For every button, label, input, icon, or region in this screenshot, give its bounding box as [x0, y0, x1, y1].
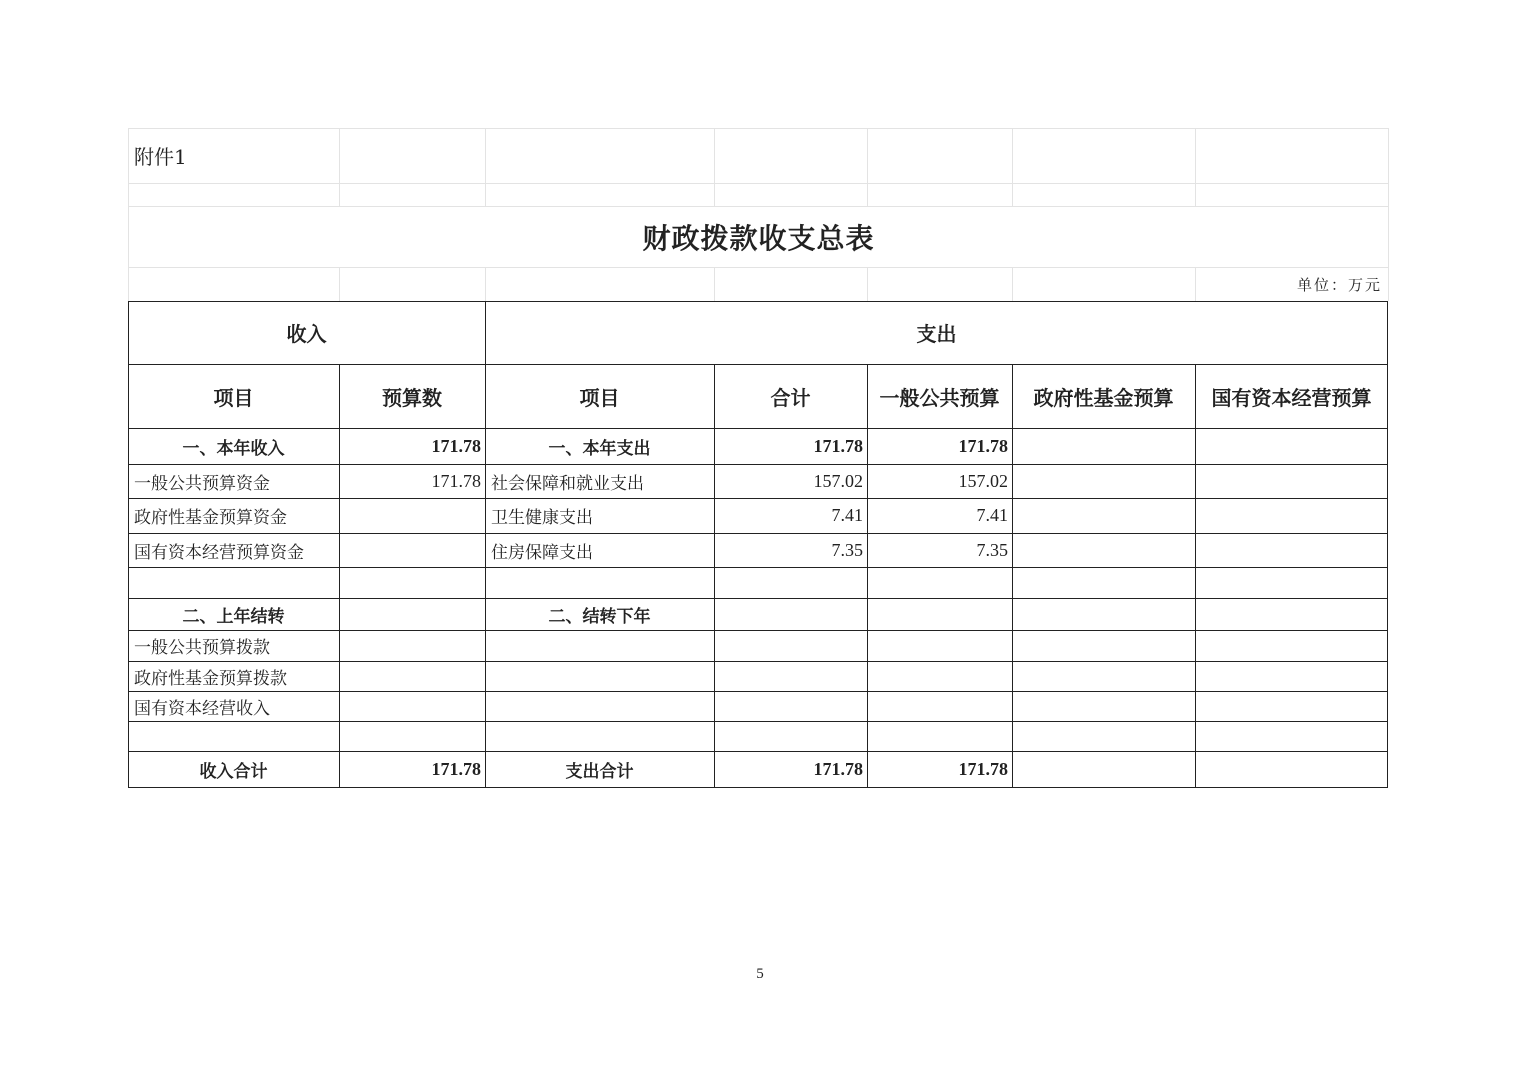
page-title: 财政拨款收支总表	[642, 221, 875, 255]
total-value: 157.02	[813, 470, 863, 491]
income-item: 政府性基金预算资金	[134, 508, 287, 528]
total-value	[714, 691, 867, 721]
gov-fund-value	[1012, 498, 1195, 533]
income-item: 一般公共预算资金	[134, 473, 270, 494]
total-value: 171.78	[813, 758, 863, 779]
expense-item	[485, 567, 714, 598]
general-public-value: 7.35	[976, 539, 1008, 560]
total-value	[714, 567, 867, 598]
general-public-value: 171.78	[958, 758, 1008, 779]
expense-item: 二、结转下年	[548, 606, 651, 627]
income-budget	[339, 721, 485, 751]
table-row	[128, 598, 1389, 630]
title-row	[128, 206, 1389, 267]
general-public-value	[867, 630, 1012, 661]
expense-item: 住房保障支出	[491, 542, 593, 563]
income-budget	[339, 630, 485, 661]
general-public-value	[867, 661, 1012, 691]
header-group-row	[128, 301, 1389, 364]
income-budget	[339, 533, 485, 567]
header-column-row	[128, 364, 1389, 428]
general-public-value	[867, 567, 1012, 598]
gov-fund-value	[1012, 567, 1195, 598]
state-capital-value	[1195, 498, 1388, 533]
income-item: 一般公共预算拨款	[134, 638, 270, 658]
income-budget-header: 预算数	[382, 385, 442, 410]
income-item: 政府性基金预算拨款	[134, 668, 287, 689]
expense-total-label: 支出合计	[565, 761, 634, 782]
gov-fund-value	[1012, 533, 1195, 567]
expense-item	[485, 691, 714, 721]
gov-fund-value	[1012, 751, 1195, 787]
income-group-header: 收入	[286, 322, 327, 346]
income-item: 二、上年结转	[182, 606, 285, 627]
unit-label: 单位：万元	[1296, 275, 1382, 294]
general-public-value: 171.78	[958, 435, 1008, 456]
general-public-value	[867, 721, 1012, 751]
gov-fund-value	[1012, 598, 1195, 630]
income-item-header: 项目	[213, 385, 254, 410]
general-public-value	[867, 691, 1012, 721]
income-budget	[339, 498, 485, 533]
expense-item: 卫生健康支出	[491, 508, 593, 528]
table-row	[128, 661, 1389, 691]
income-budget	[339, 691, 485, 721]
income-total-label: 收入合计	[199, 761, 268, 782]
state-capital-value	[1195, 751, 1388, 787]
attachment-label: 附件1	[134, 145, 187, 169]
gov-fund-value	[1012, 464, 1195, 498]
state-capital-value	[1195, 691, 1388, 721]
state-capital-value	[1195, 567, 1388, 598]
income-budget	[339, 661, 485, 691]
expense-item-header: 项目	[579, 385, 620, 410]
income-item	[128, 721, 339, 751]
total-value	[714, 661, 867, 691]
table-row	[128, 691, 1389, 721]
state-capital-header: 国有资本经营预算	[1211, 385, 1372, 410]
total-value: 171.78	[813, 435, 863, 456]
gov-fund-value	[1012, 630, 1195, 661]
attachment-row	[128, 128, 1389, 183]
total-header: 合计	[770, 385, 811, 410]
income-total-value: 171.78	[431, 758, 481, 779]
state-capital-value	[1195, 533, 1388, 567]
general-public-value: 7.41	[976, 505, 1008, 525]
income-item: 国有资本经营预算资金	[134, 542, 304, 563]
income-item: 一、本年收入	[182, 438, 285, 459]
expense-group-header: 支出	[916, 322, 957, 346]
table-row	[128, 721, 1389, 751]
gov-fund-value	[1012, 661, 1195, 691]
table-row	[128, 630, 1389, 661]
table-row	[128, 533, 1389, 567]
state-capital-value	[1195, 464, 1388, 498]
total-value	[714, 721, 867, 751]
page-number: 5	[756, 966, 764, 982]
table-row	[128, 464, 1389, 498]
total-value: 7.41	[831, 505, 863, 525]
general-public-value: 157.02	[958, 470, 1008, 491]
income-budget: 171.78	[431, 470, 481, 491]
income-item: 国有资本经营收入	[134, 698, 270, 719]
totals-row	[128, 751, 1389, 787]
state-capital-value	[1195, 598, 1388, 630]
expense-item	[485, 630, 714, 661]
state-capital-value	[1195, 661, 1388, 691]
expense-item: 社会保障和就业支出	[491, 473, 644, 494]
table-row	[128, 567, 1389, 598]
expense-item	[485, 721, 714, 751]
unit-row	[128, 267, 1389, 301]
gov-fund-value	[1012, 691, 1195, 721]
income-budget	[339, 598, 485, 630]
gov-fund-header: 政府性基金预算	[1033, 385, 1174, 410]
table-row	[128, 498, 1389, 533]
state-capital-value	[1195, 721, 1388, 751]
total-value	[714, 630, 867, 661]
table-row	[128, 428, 1389, 464]
expense-item	[485, 661, 714, 691]
general-public-value	[867, 598, 1012, 630]
total-value	[714, 598, 867, 630]
expense-item: 一、本年支出	[548, 438, 651, 459]
income-item	[128, 567, 339, 598]
income-budget	[339, 567, 485, 598]
total-value: 7.35	[831, 539, 863, 560]
income-budget: 171.78	[431, 435, 481, 456]
general-public-header: 一般公共预算	[879, 385, 1000, 410]
gov-fund-value	[1012, 721, 1195, 751]
gov-fund-value	[1012, 428, 1195, 464]
state-capital-value	[1195, 428, 1388, 464]
state-capital-value	[1195, 630, 1388, 661]
